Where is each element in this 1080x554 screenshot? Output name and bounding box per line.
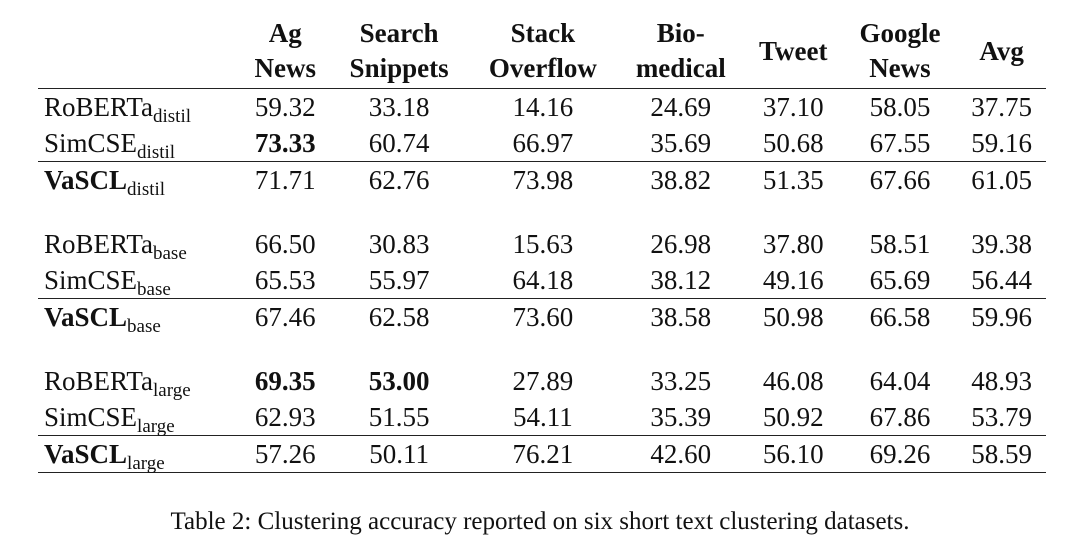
model-name-cell bbox=[38, 125, 240, 162]
table-caption: Table 2: Clustering accuracy reported on six short text clustering datasets. bbox=[170, 508, 910, 535]
value-cell: 67.46 bbox=[240, 299, 330, 336]
model-name: VaSCL bbox=[44, 165, 128, 195]
value-cell: 42.60 bbox=[618, 436, 744, 473]
header-cell bbox=[957, 14, 1046, 89]
value-cell: 67.55 bbox=[869, 128, 931, 158]
table-row bbox=[38, 363, 1046, 399]
value-cell: 50.11 bbox=[330, 436, 468, 473]
value-cell: 58.05 bbox=[869, 92, 931, 122]
value-cell: 53.79 bbox=[971, 402, 1033, 432]
value-cell: 59.16 bbox=[971, 128, 1033, 158]
table-body bbox=[38, 89, 1046, 473]
header-text: medical bbox=[635, 53, 726, 83]
model-name: RoBERTa bbox=[44, 92, 153, 122]
value-cell: 59.32 bbox=[254, 92, 316, 122]
value-cell: 37.80 bbox=[762, 229, 824, 259]
value-cell: 71.71 bbox=[240, 162, 330, 199]
value-cell: 58.51 bbox=[869, 229, 931, 259]
value-cell: 39.38 bbox=[971, 229, 1033, 259]
header-text: Snippets bbox=[349, 53, 449, 83]
value-cell: 33.18 bbox=[368, 92, 430, 122]
value-cell: 69.35 bbox=[254, 366, 316, 396]
header-text: News bbox=[869, 53, 931, 83]
model-name-cell bbox=[38, 262, 240, 299]
header-text: Tweet bbox=[759, 35, 828, 66]
header-cell bbox=[843, 14, 958, 89]
header-cell bbox=[744, 14, 843, 89]
table-row bbox=[38, 399, 1046, 436]
model-name: VaSCL bbox=[44, 302, 128, 332]
model-name-cell bbox=[38, 89, 240, 126]
header-text: Avg bbox=[979, 35, 1024, 66]
table-row bbox=[38, 226, 1046, 262]
value-cell: 35.69 bbox=[650, 128, 712, 158]
value-cell: 62.93 bbox=[254, 402, 316, 432]
model-name: RoBERTa bbox=[44, 229, 153, 259]
table-row bbox=[38, 262, 1046, 299]
value-cell: 69.26 bbox=[843, 436, 958, 473]
model-size: distil bbox=[127, 179, 166, 200]
value-cell: 55.97 bbox=[368, 265, 430, 295]
model-size: distil bbox=[153, 106, 192, 127]
value-cell: 26.98 bbox=[650, 229, 712, 259]
value-cell: 67.86 bbox=[869, 402, 931, 432]
model-size: base bbox=[153, 243, 187, 264]
model-name: SimCSE bbox=[44, 402, 138, 432]
model-size: large bbox=[153, 380, 191, 401]
model-name: SimCSE bbox=[44, 265, 138, 295]
value-cell: 57.26 bbox=[240, 436, 330, 473]
value-cell: 56.44 bbox=[971, 265, 1033, 295]
value-cell: 51.55 bbox=[368, 402, 430, 432]
value-cell: 62.58 bbox=[330, 299, 468, 336]
value-cell: 59.96 bbox=[957, 299, 1046, 336]
value-cell: 48.93 bbox=[971, 366, 1033, 396]
value-cell: 66.58 bbox=[843, 299, 958, 336]
results-table bbox=[38, 14, 1046, 473]
header-text: Bio- bbox=[656, 18, 705, 48]
value-cell: 27.89 bbox=[512, 366, 574, 396]
header-text: News bbox=[254, 53, 316, 83]
value-cell: 60.74 bbox=[368, 128, 430, 158]
value-cell: 33.25 bbox=[650, 366, 712, 396]
value-cell: 64.04 bbox=[869, 366, 931, 396]
header-text: Stack bbox=[510, 18, 576, 48]
value-cell: 38.12 bbox=[650, 265, 712, 295]
table-row bbox=[38, 89, 1046, 126]
value-cell: 50.68 bbox=[762, 128, 824, 158]
model-name-cell bbox=[38, 226, 240, 262]
model-name-cell bbox=[38, 162, 240, 199]
table-row bbox=[38, 162, 1046, 199]
value-cell: 37.75 bbox=[971, 92, 1033, 122]
value-cell: 46.08 bbox=[762, 366, 824, 396]
header-cell bbox=[330, 14, 468, 89]
value-cell: 65.69 bbox=[869, 265, 931, 295]
header-cell-model bbox=[38, 14, 240, 89]
value-cell: 73.98 bbox=[468, 162, 618, 199]
value-cell: 65.53 bbox=[254, 265, 316, 295]
model-name-cell bbox=[38, 399, 240, 436]
model-size: large bbox=[137, 416, 175, 437]
model-name: VaSCL bbox=[44, 439, 128, 469]
value-cell: 73.60 bbox=[468, 299, 618, 336]
value-cell: 61.05 bbox=[957, 162, 1046, 199]
value-cell: 49.16 bbox=[762, 265, 824, 295]
model-size: distil bbox=[137, 142, 176, 163]
model-size: base bbox=[137, 279, 171, 300]
value-cell: 14.16 bbox=[512, 92, 574, 122]
value-cell: 76.21 bbox=[468, 436, 618, 473]
value-cell: 51.35 bbox=[744, 162, 843, 199]
model-name-cell bbox=[38, 299, 240, 336]
table-row bbox=[38, 436, 1046, 473]
value-cell: 62.76 bbox=[330, 162, 468, 199]
header-cell bbox=[618, 14, 744, 89]
value-cell: 56.10 bbox=[744, 436, 843, 473]
value-cell: 24.69 bbox=[650, 92, 712, 122]
model-name: SimCSE bbox=[44, 128, 138, 158]
table-row bbox=[38, 125, 1046, 162]
value-cell: 30.83 bbox=[368, 229, 430, 259]
header-text: Overflow bbox=[488, 53, 597, 83]
model-name: RoBERTa bbox=[44, 366, 153, 396]
group-spacer bbox=[38, 198, 1046, 226]
table-header-row bbox=[38, 14, 1046, 89]
value-cell: 54.11 bbox=[513, 402, 573, 432]
model-size: base bbox=[127, 316, 161, 337]
header-text: Google bbox=[859, 18, 941, 48]
value-cell: 15.63 bbox=[512, 229, 574, 259]
value-cell: 50.98 bbox=[744, 299, 843, 336]
value-cell: 73.33 bbox=[254, 128, 316, 158]
value-cell: 37.10 bbox=[762, 92, 824, 122]
value-cell: 64.18 bbox=[512, 265, 574, 295]
value-cell: 67.66 bbox=[843, 162, 958, 199]
header-text: Ag bbox=[268, 18, 302, 48]
value-cell: 66.97 bbox=[512, 128, 574, 158]
model-name-cell bbox=[38, 363, 240, 399]
value-cell: 38.58 bbox=[618, 299, 744, 336]
value-cell: 58.59 bbox=[957, 436, 1046, 473]
value-cell: 38.82 bbox=[618, 162, 744, 199]
group-spacer bbox=[38, 335, 1046, 363]
header-cell bbox=[240, 14, 330, 89]
table-row bbox=[38, 299, 1046, 336]
header-cell bbox=[468, 14, 618, 89]
header-text: Search bbox=[359, 18, 439, 48]
model-size: large bbox=[127, 453, 165, 474]
model-name-cell bbox=[38, 436, 240, 473]
value-cell: 50.92 bbox=[762, 402, 824, 432]
value-cell: 66.50 bbox=[254, 229, 316, 259]
value-cell: 53.00 bbox=[368, 366, 430, 396]
value-cell: 35.39 bbox=[650, 402, 712, 432]
